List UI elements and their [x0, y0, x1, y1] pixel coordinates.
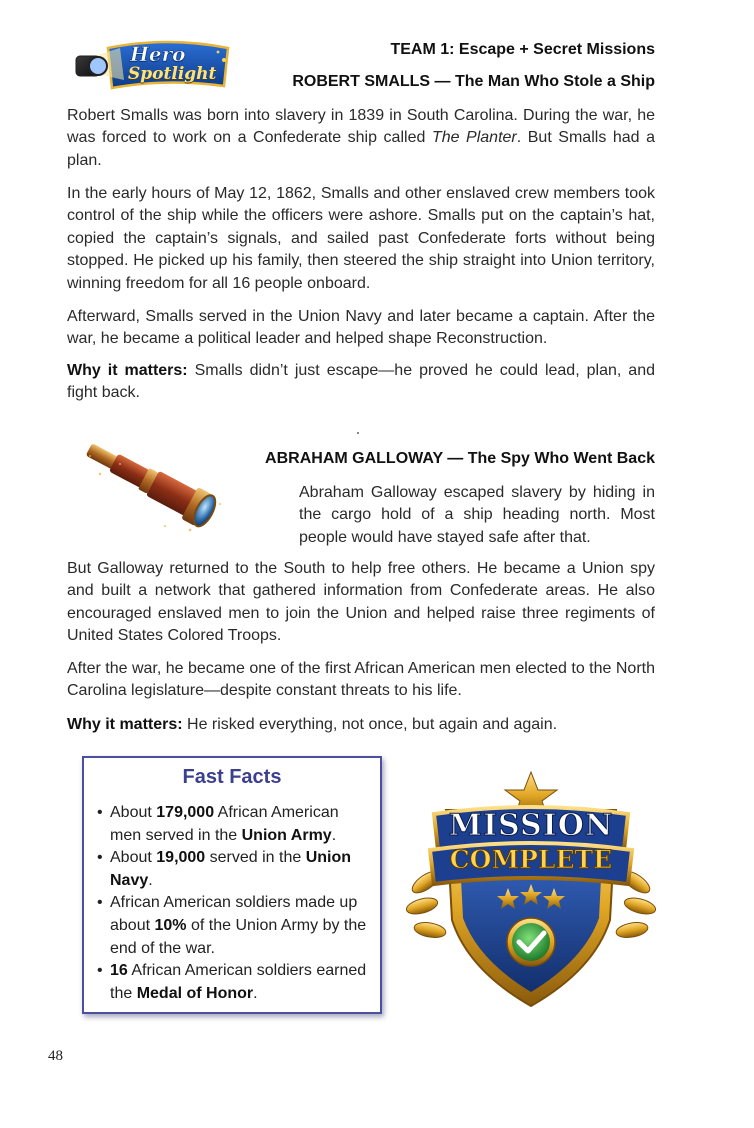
badge-text-complete: COMPLETE — [449, 845, 613, 874]
badge-text-mission: MISSION — [448, 808, 614, 843]
galloway-paragraph-2: But Galloway returned to the South to help free others. He became a Union spy and built a network that gathered information from Confederate areas. He also encouraged enslaved men to join the Union and helped raise three regiments of United States Colored Troops. — [67, 560, 655, 645]
galloway-heading: ABRAHAM GALLOWAY — The Spy Who Went Back — [265, 450, 655, 467]
fact-item: • African American soldiers made up about 10% of the Union Army by the end of the war. — [97, 892, 372, 960]
fact-item: • 16 African American soldiers earned the Medal of Honor. — [97, 960, 372, 1005]
fact-item: • About 19,000 served in the Union Navy. — [97, 847, 372, 892]
team-title: TEAM 1: Escape + Secret Missions — [390, 41, 655, 58]
galloway-paragraph-3: After the war, he became one of the first African American men elected to the North Carolina legislature—despite constant threats to his life. — [67, 660, 655, 700]
mission-complete-badge — [404, 770, 658, 1016]
fast-facts-title: Fast Facts — [182, 766, 282, 788]
smalls-why-it-matters: Why it matters: Smalls didn’t just escape—he proved he could lead, plan, and fight back. — [67, 362, 655, 402]
logo-text-hero: Hero — [130, 42, 186, 66]
dot-mark — [357, 432, 359, 434]
telescope-icon — [70, 434, 240, 544]
fast-facts-box — [82, 756, 382, 1014]
smalls-paragraph-2: In the early hours of May 12, 1862, Smalls and other enslaved crew members took control of the ship while the officers were ashore. Smalls put on the captain’s hat, copied the captain’s signals, and sailed past Confederate forts without being stopped. He picked up his family, then steered the ship straight into Union territory, winning freedom for all 16 people onboard. — [67, 185, 655, 292]
logo-text-spotlight: Spotlight — [128, 64, 217, 84]
smalls-paragraph-1: Robert Smalls was born into slavery in 1839 in South Carolina. During the war, he was forced to work on a Confederate ship called The Planter. But Smalls had a plan. — [67, 107, 656, 169]
page-number: 48 — [48, 1048, 63, 1064]
smalls-paragraph-3: Afterward, Smalls served in the Union Navy and later became a captain. After the war, he became a political leader and helped shape Reconstruction. — [67, 308, 655, 348]
galloway-why-it-matters: Why it matters: He risked everything, not once, but again and again. — [67, 716, 558, 733]
fact-item: • About 179,000 African American men served in the Union Army. — [97, 802, 372, 847]
hero-spotlight-logo — [72, 38, 236, 98]
ship-name: The Planter — [431, 129, 517, 147]
galloway-intro: Abraham Galloway escaped slavery by hiding in the cargo hold of a ship heading north. Most people would have stayed safe after that. — [299, 484, 655, 546]
fast-facts-list — [97, 802, 372, 1005]
smalls-heading: ROBERT SMALLS — The Man Who Stole a Ship — [292, 73, 655, 90]
